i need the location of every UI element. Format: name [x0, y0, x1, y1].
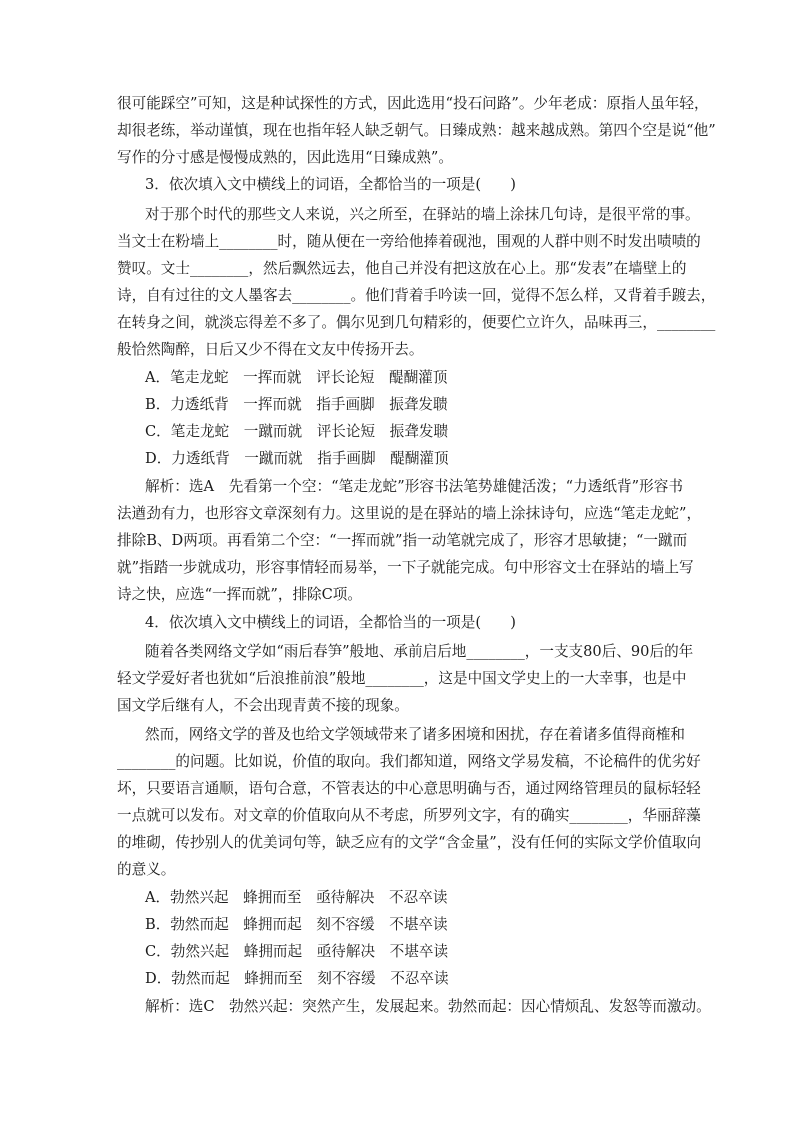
text-line: 对于那个时代的那些文人来说，兴之所至，在驿站的墙上涂抹几句诗，是很平常的事。: [145, 206, 700, 223]
text-line: 坏，只要语言通顺，语句合意，不管表达的中心意思明确与否，通过网络管理员的鼠标轻轻: [117, 780, 701, 797]
text-line: 然而，网络文学的普及也给文学领域带来了诸多困境和困扰，存在着诸多值得商榷和: [145, 726, 685, 743]
analysis-line: 就”指踏一步就成功，形容事情轻而易举，一下子就能完成。句中形容文士在驿站的墙上写: [117, 559, 694, 576]
text-line: 随着各类网络文学如“雨后春笋”般地、承前启后地________，一支支80后、90后的年: [145, 643, 694, 660]
option-d: D．力透纸背 一蹴而就 指手画脚 醍醐灌顶: [145, 450, 449, 467]
analysis-line: 法遒劲有力，也形容文章深刻有力。这里说的是在驿站的墙上涂抹诗句，应选“笔走龙蛇”，: [117, 505, 702, 522]
option-c: C．勃然兴起 蜂拥而起 亟待解决 不堪卒读: [145, 943, 449, 960]
text-line: 的堆砌，传抄别人的优美词句等，缺乏应有的文学“含金量”，没有任何的实际文学价值取向: [117, 834, 702, 851]
question-title: 3．依次填入文中横线上的词语，全都恰当的一项是( ): [145, 176, 516, 193]
analysis-line: 排除B、D两项。再看第二个空：“一挥而就”指一动笔就完成了，形容才思敏捷；“一蹴而: [117, 532, 688, 549]
analysis-line: 诗之快，应选“一挥而就”，排除C项。: [117, 586, 362, 603]
text-line: 一点就可以发布。对文章的价值取向从不考虑，所罗列文字，有的确实________，华丽辞藻: [117, 807, 701, 824]
text-line: 诗，自有过往的文人墨客去________。他们背着手吟读一回，觉得不怎么样，又背着手踱去，: [117, 287, 716, 304]
option-a: A．笔走龙蛇 一挥而就 评长论短 醍醐灌顶: [145, 369, 448, 386]
text-line: 国文学后继有人，不会出现青黄不接的现象。: [117, 697, 409, 714]
text-line: 在转身之间，就淡忘得差不多了。偶尔见到几句精彩的，便要伫立许久，品味再三，________: [117, 314, 716, 331]
text-line: 却很老练，举动谨慎，现在也指年轻人缺乏朝气。日臻成熟：越来越成熟。第四个空是说“他”: [117, 122, 716, 139]
option-c: C．笔走龙蛇 一蹴而就 评长论短 振聋发聩: [145, 423, 449, 440]
text-line: 很可能踩空”可知，这是种试探性的方式，因此选用“投石问路”。少年老成：原指人虽年轻，: [117, 95, 709, 112]
option-a: A．勃然兴起 蜂拥而至 亟待解决 不忍卒读: [145, 889, 448, 906]
text-line: 轻文学爱好者也犹如“后浪推前浪”般地________，这是中国文学史上的一大幸事，也是中: [117, 670, 687, 687]
analysis-line: 解析：选A 先看第一个空：“笔走龙蛇”形容书法笔势雄健活泼；“力透纸背”形容书: [145, 478, 683, 495]
option-b: B．力透纸背 一挥而就 指手画脚 振聋发聩: [145, 396, 448, 413]
option-d: D．勃然而起 蜂拥而至 刻不容缓 不忍卒读: [145, 970, 449, 987]
option-b: B．勃然而起 蜂拥而起 刻不容缓 不堪卒读: [145, 916, 448, 933]
text-line: 赞叹。文士________，然后飘然远去，他自己并没有把这放在心上。那“发表”在墙壁上的: [117, 260, 687, 277]
text-line: 般恰然陶醉，日后又少不得在文友中传扬开去。: [117, 341, 424, 358]
text-line: 的意义。: [117, 861, 176, 878]
text-line: ________的问题。比如说，价值的取向。我们都知道，网络文学易发稿，不论稿件的优劣好: [117, 753, 701, 770]
text-line: 当文士在粉墙上________时，随从便在一旁给他捧着砚池，围观的人群中则不时发出啧啧的: [117, 233, 701, 250]
text-line: 写作的分寸感是慢慢成熟的，因此选用“日臻成熟”。: [117, 149, 453, 166]
question-title: 4．依次填入文中横线上的词语，全都恰当的一项是( ): [145, 614, 516, 631]
analysis-line: 解析：选C 勃然兴起：突然产生，发展起来。勃然而起：因心情烦乱、发怒等而激动。: [145, 998, 711, 1015]
